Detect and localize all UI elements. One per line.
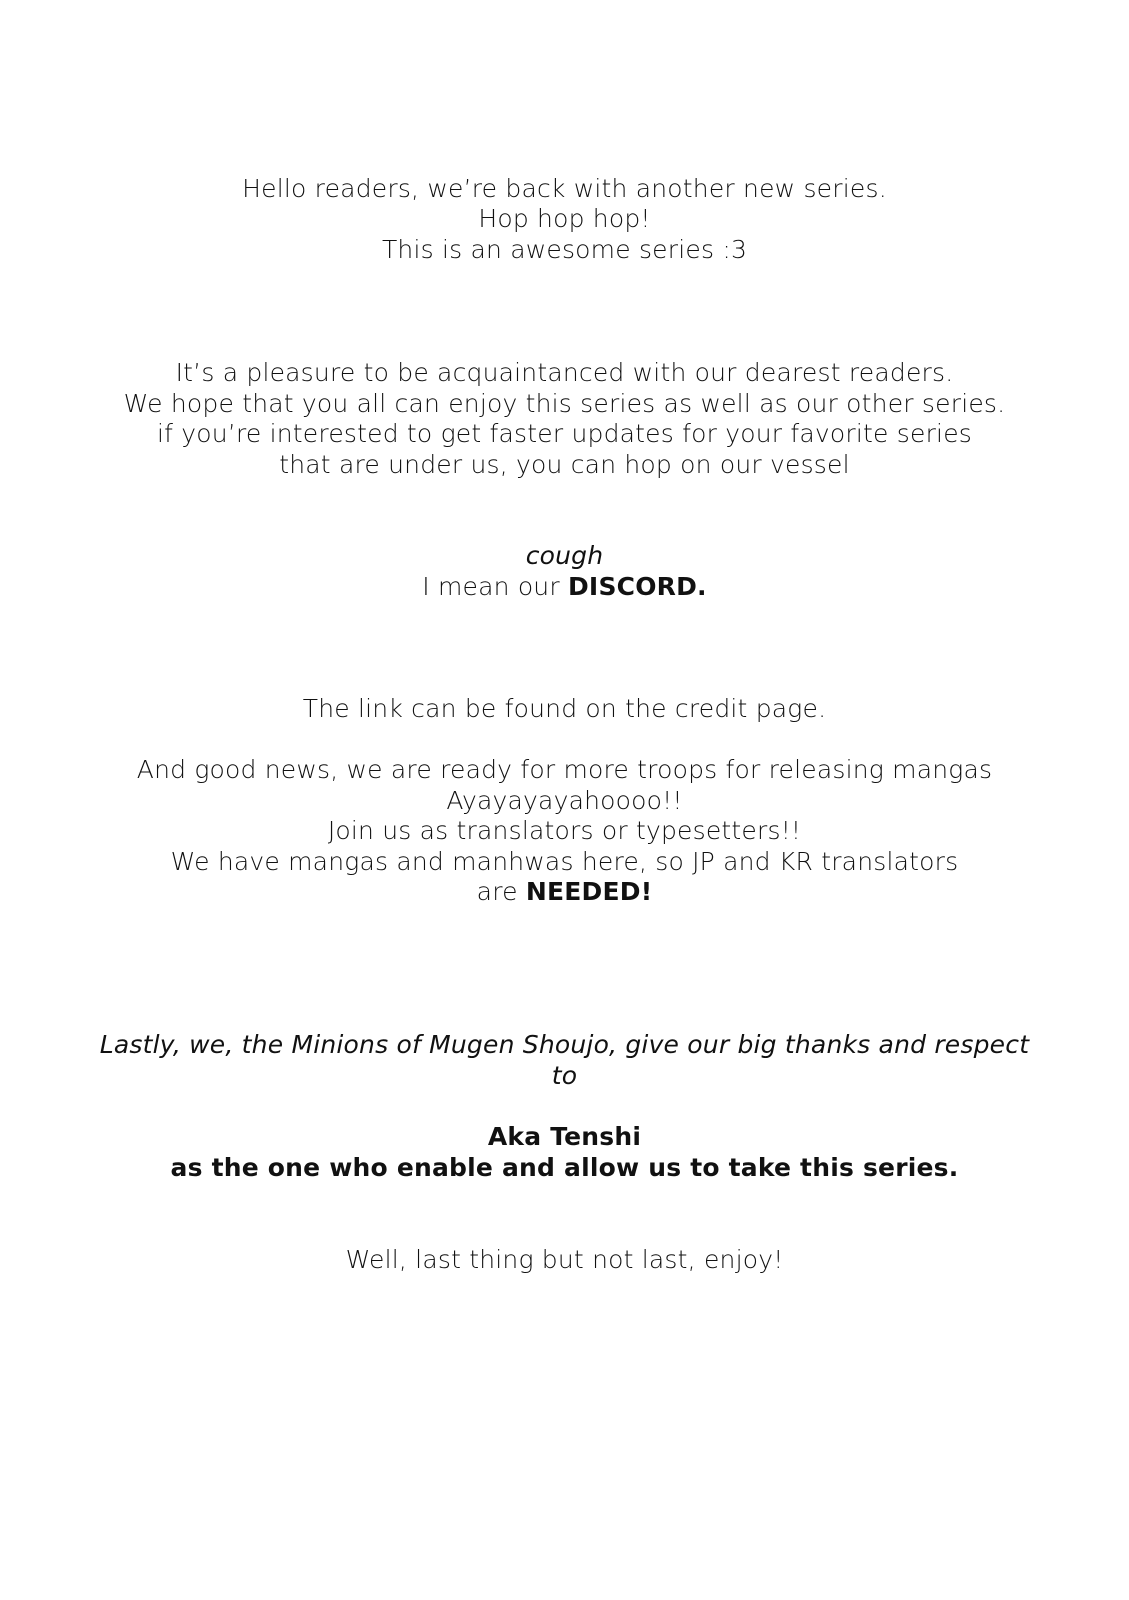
link-note: The link can be found on the credit page. — [302, 694, 827, 723]
recruit-line-2: Ayayayayahoooo!! — [446, 786, 683, 815]
cough-text: cough — [525, 541, 604, 570]
thanks-line-3: as the one who enable and allow us to take this series. — [170, 1153, 959, 1182]
recruit-prefix: are — [476, 877, 526, 906]
intro-line-3: This is an awesome series :3 — [381, 235, 748, 264]
thanks-line-1: Lastly, we, the Minions of Mugen Shoujo, give our big thanks and respect — [99, 1030, 1030, 1059]
recruit-line-5 — [0, 877, 1129, 907]
thanks-name: Aka Tenshi — [487, 1122, 642, 1151]
thanks-line-2: to — [551, 1061, 578, 1090]
pleasure-line-4: that are under us, you can hop on our vessel — [279, 450, 850, 479]
discord-prefix: I mean our — [422, 572, 568, 601]
closing-line: Well, last thing but not last, enjoy! — [345, 1245, 784, 1274]
recruit-line-1: And good news, we are ready for more troops for releasing mangas — [136, 755, 993, 784]
recruit-line-4: We have mangas and manhwas here, so JP and KR translators — [170, 847, 959, 876]
pleasure-line-3: if you’re interested to get faster updates for your favorite series — [156, 419, 972, 448]
needed-bold: NEEDED! — [525, 877, 653, 906]
intro-line-2: Hop hop hop! — [478, 204, 651, 233]
intro-line-1: Hello readers, we’re back with another new series. — [242, 174, 887, 203]
recruit-line-3: Join us as translators or typesetters!! — [327, 816, 802, 845]
pleasure-line-1: It’s a pleasure to be acquaintanced with our dearest readers. — [175, 358, 954, 387]
discord-bold: DISCORD. — [567, 572, 707, 601]
pleasure-line-2: We hope that you all can enjoy this series as well as our other series. — [123, 389, 1006, 418]
discord-line — [0, 572, 1129, 602]
